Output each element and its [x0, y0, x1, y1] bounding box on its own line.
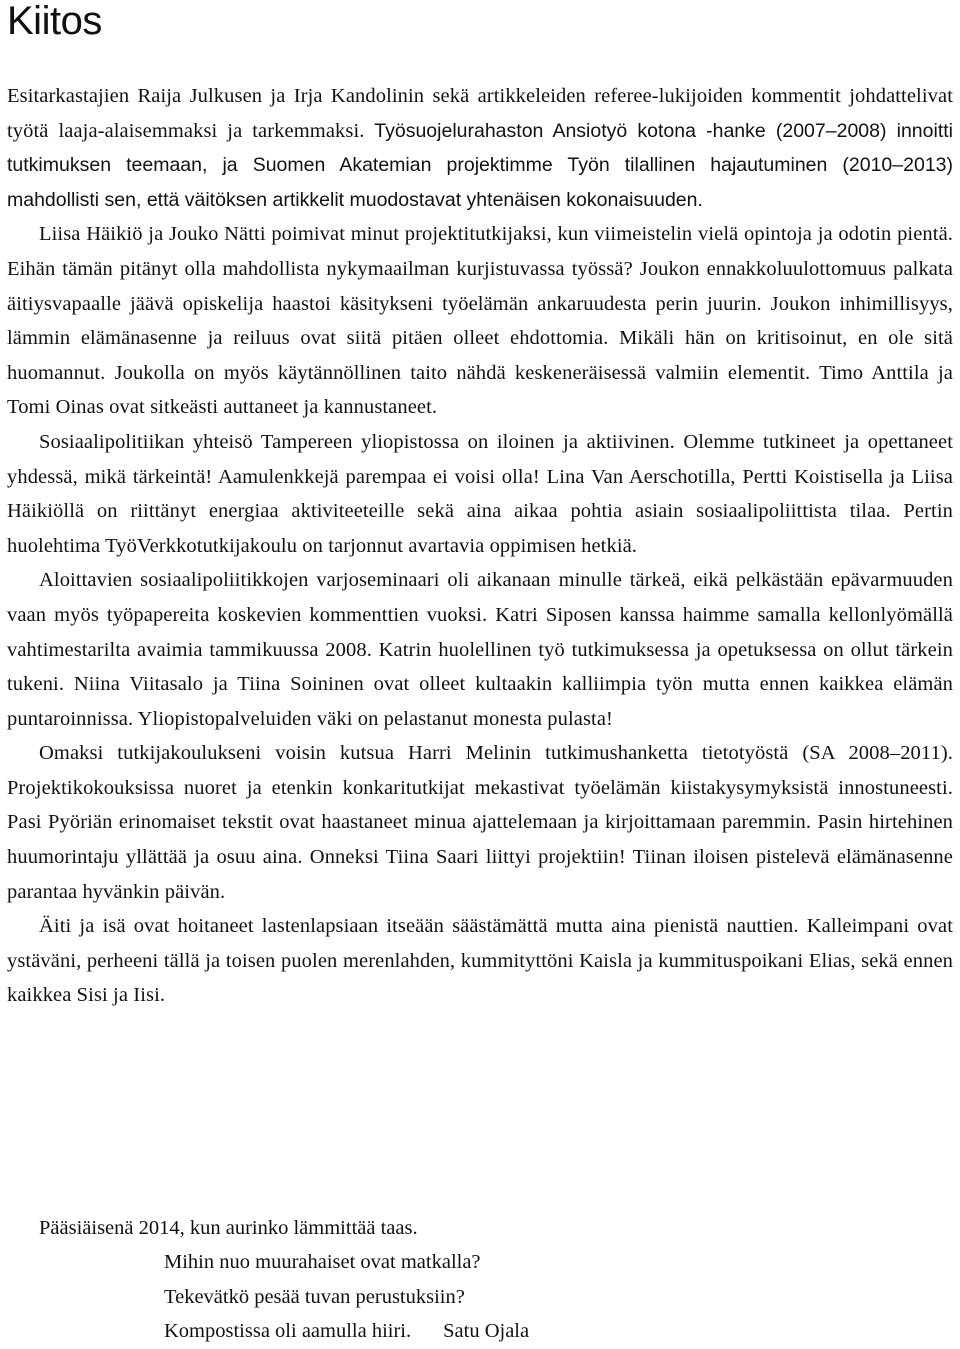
paragraph-community: Sosiaalipolitiikan yhteisö Tampereen yliopistossa on iloinen ja aktiivinen. Olemme tutkineet ja opettaneet yhdessä, mikä tärkeintä! Aamulenkkejä parempaa ei voisi olla! Lina Van Aerschotilla, Pertti Koistisella ja Liisa Häikiöllä on riittänyt energiaa aktiviteeteille sekä aina aikaa pohtia asiain sosiaalipoliittista tilaa. Pertin huolehtima TyöVerkkotutkijakoulu on tarjonnut avartavia oppimisen hetkiä. [7, 430, 953, 557]
page-title: Kiitos [7, 0, 102, 43]
closing-line-mouse-text: Kompostissa oli aamulla hiiri. [164, 1320, 412, 1343]
paragraph-supervisors: Liisa Häikiö ja Jouko Nätti poimivat minut projektitutkijaksi, kun viimeistelin vielä opintoja ja odotin pientä. Eihän tämän pitänyt olla mahdollista nykymaailman kurjistuvassa työssä? Joukon ennakkoluulottomuus palkata äitiysvapaalle jäävä opiskelija haastoi käsitykseni työelämän ankaruudesta perin juurin. Joukon inhimillisyys, lämmin elämänasenne ja reiluus ovat siitä pitäen olleet ehdottomia. Mikäli hän on kritisoinut, en ole sitä huomannut. Joukolla on myös käytännöllinen taito nähdä keskeneräisessä valmiin elementit. Timo Anttila ja Tomi Oinas ovat sitkeästi auttaneet ja kannustaneet. [7, 223, 953, 419]
closing-line-date: Pääsiäisenä 2014, kun aurinko lämmittää taas. [39, 1217, 418, 1239]
closing-poem [39, 1211, 529, 1349]
paragraph-referees-text-b: Työsuojelurahaston Ansiotyö kotona -hanke (2007–2008) innoitti tutkimuksen teemaan, ja Suomen Akatemian projektimme Työn tilallinen hajautuminen (2010–2013) mahdollisti sen, että väitöksen artikkelit muodostavat yhtenäisen kokonaisuuden. [7, 119, 953, 211]
paragraph-seminar: Aloittavien sosiaalipoliitikkojen varjoseminaari oli aikanaan minulle tärkeä, eikä pelkästään epävarmuuden vaan myös työpapereita koskevien kommenttien vuoksi. Katri Siposen kanssa haimme samalla kellonlyömällä vahtimestarilta avaimia tammikuussa 2008. Katrin huolellinen työ tutkimuksessa ja opetuksessa on ollut tärkein tukeni. Niina Viitasalo ja Tiina Soininen ovat olleet kultaakin kalliimpia työn mutta ennen kaikkea elämän puntaroinnissa. Yliopistopalveluiden väki on pelastanut monesta pulasta! [7, 569, 953, 730]
paragraph-referees-text-a: Esitarkastajien Raija Julkusen ja Irja Kandolinin sekä artikkeleiden referee-lukijoiden kommentit johdattelivat työtä laaja-alaisemmaksi ja tarkemmaksi. [7, 85, 953, 142]
closing-line-ants: Mihin nuo muurahaiset ovat matkalla? [164, 1251, 481, 1274]
paragraph-family: Äiti ja isä ovat hoitaneet lastenlapsiaan itseään säästämättä mutta aina pienistä nauttien. Kalleimpani ovat ystäväni, perheeni tällä ja toisen puolen merenlahden, kummityttöni Kaisla ja kummituspoikani Elias, sekä ennen kaikkea Sisi ja Iisi. [7, 915, 953, 1007]
paragraph-research-school: Omaksi tutkijakoulukseni voisin kutsua Harri Melinin tutkimushanketta tietotyöstä (SA 2008–2011). Projektikokouksissa nuoret ja etenkin konkaritutkijat mekastivat työelämän kiistakysymyksistä innostuneesti. Pasi Pyöriän erinomaiset tekstit ovat haastaneet minua ajattelemaan ja kirjoittamaan paremmin. Pasin hirtehinen huumorintaju yllättää ja osuu aina. Onneksi Tiina Saari liittyi projektiin! Tiinan iloisen pistelevä elämänasenne parantaa hyvänkin päivän. [7, 742, 953, 903]
closing-line-mouse [39, 1314, 529, 1348]
acknowledgements-body [7, 79, 953, 1013]
paragraph-referees [7, 79, 953, 217]
author-signature: Satu Ojala [443, 1320, 530, 1343]
closing-line-nest: Tekevätkö pesää tuvan perustuksiin? [164, 1285, 465, 1308]
